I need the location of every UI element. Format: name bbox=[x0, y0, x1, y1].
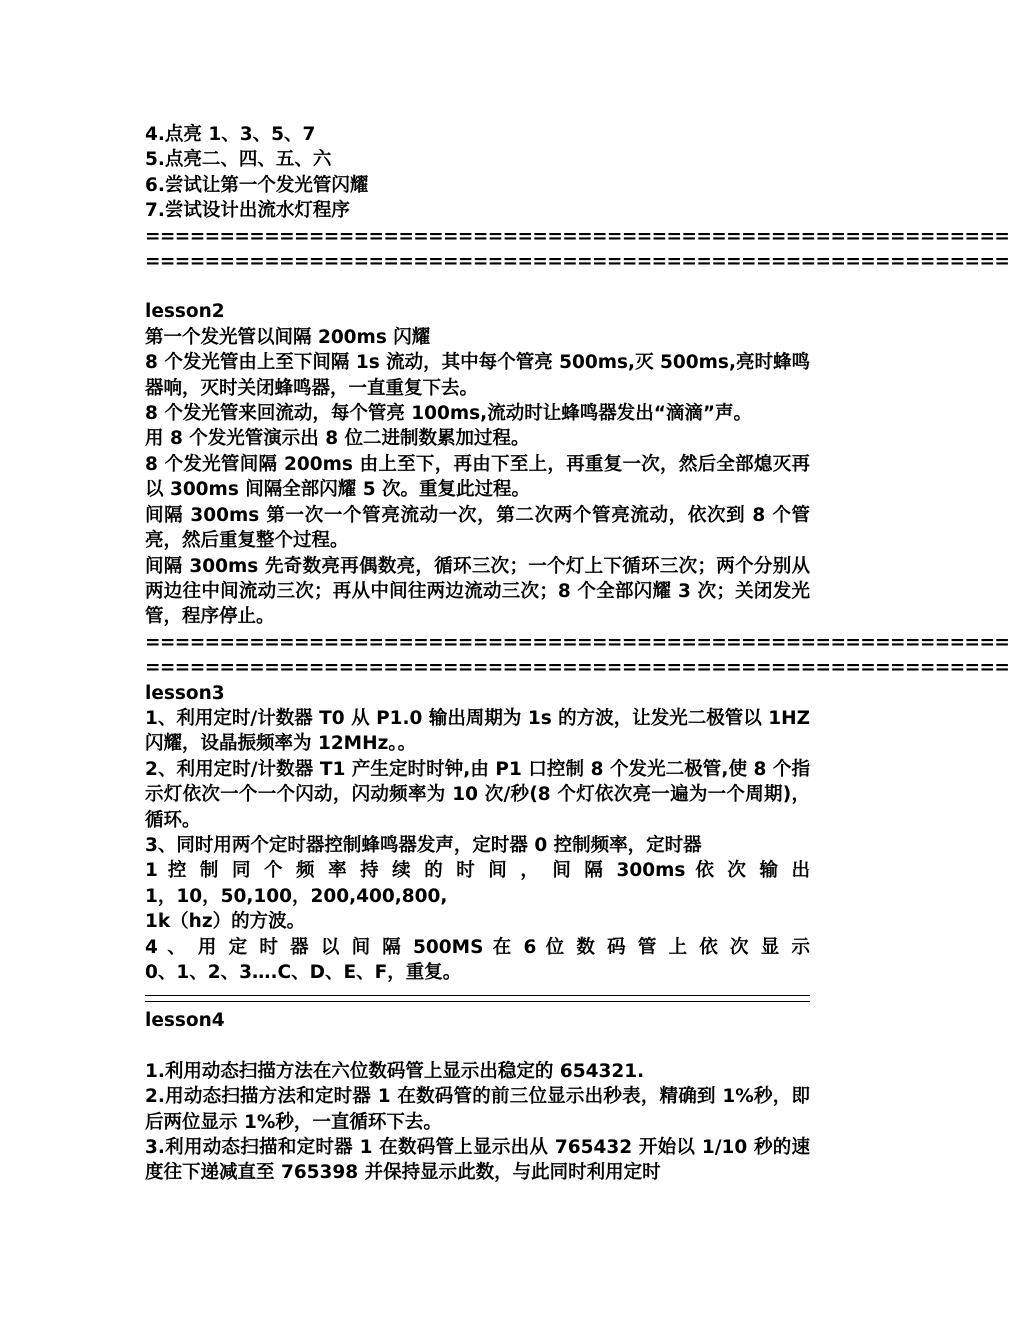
separator: ========================================================== bbox=[145, 657, 1009, 679]
double-rule-divider bbox=[145, 995, 810, 1002]
lesson2-item: 第一个发光管以间隔 200ms 闪耀 bbox=[145, 326, 431, 348]
lesson2-item: 8 个发光管来回流动，每个管亮 100ms,流动时让蜂鸣器发出“滴滴”声。 bbox=[145, 403, 753, 425]
lesson2-title: lesson2 bbox=[145, 301, 225, 323]
lesson3-item: 4 、 用 定 时 器 以 间 隔 500MS 在 6 位 数 码 管 上 依 次 显 示 bbox=[145, 936, 810, 958]
lesson3-item: 3、同时用两个定时器控制蜂鸣器发声，定时器 0 控制频率，定时器 bbox=[145, 834, 702, 856]
lesson3-item: 0、1、2、3….C、D、E、F，重复。 bbox=[145, 962, 462, 983]
intro-item: 5.点亮二、四、五、六 bbox=[145, 149, 332, 171]
lesson4-item: 2.用动态扫描方法和定时器 1 在数码管的前三位显示出秒表，精确到 1%秒，即后两位显示 1%秒，一直循环下去。 bbox=[145, 1086, 810, 1133]
lesson2-item: 用 8 个发光管演示出 8 位二进制数累加过程。 bbox=[145, 428, 530, 450]
blank-line bbox=[145, 1034, 810, 1059]
lesson4-item: 3.利用动态扫描和定时器 1 在数码管上显示出从 765432 开始以 1/10 秒的速度往下递减直至 765398 并保持显示此数，与此同时利用定时 bbox=[145, 1137, 810, 1184]
intro-item: 7.尝试设计出流水灯程序 bbox=[145, 200, 350, 222]
lesson2-item: 间隔 300ms 第一次一个管亮流动一次，第二次两个管亮流动，依次到 8 个管亮，然后重复整个过程。 bbox=[145, 504, 810, 552]
lesson4-item: 1.利用动态扫描方法在六位数码管上显示出稳定的 654321. bbox=[145, 1060, 645, 1082]
lesson3-item: 1、利用定时/计数器 T0 从 P1.0 输出周期为 1s 的方波，让发光二极管以 1HZ 闪耀，设晶振频率为 12MHz。。 bbox=[145, 707, 810, 755]
intro-item: 4.点亮 1、3、5、7 bbox=[145, 124, 316, 145]
lesson3-title: lesson3 bbox=[145, 682, 225, 704]
lesson2-item: 8 个发光管间隔 200ms 由上至下，再由下至上，再重复一次，然后全部熄灭再以 300ms 间隔全部闪耀 5 次。重复此过程。 bbox=[145, 453, 810, 501]
intro-item: 6.尝试让第一个发光管闪耀 bbox=[145, 174, 369, 196]
lesson2-item: 8 个发光管由上至下间隔 1s 流动，其中每个管亮 500ms,灭 500ms,亮时蜂鸣器响，灭时关闭蜂鸣器，一直重复下去。 bbox=[145, 352, 810, 399]
blank-line bbox=[145, 274, 810, 299]
lesson3-item: 1，10，50,100，200,400,800, bbox=[145, 885, 448, 907]
separator: ========================================================== bbox=[145, 225, 1009, 247]
lesson3-item: 1 控 制 同 个 频 率 持 续 的 时 间 ， 间 隔 300ms 依 次 输 出 bbox=[145, 860, 810, 882]
lesson4-title: lesson4 bbox=[145, 1010, 225, 1032]
document-body bbox=[145, 122, 1009, 1186]
lesson3-item: 2、利用定时/计数器 T1 产生定时时钟,由 P1 口控制 8 个发光二极管,使 8 个指示灯依次一个一个闪动，闪动频率为 10 次/秒(8 个灯依次亮一遍为一个周期)，循环。 bbox=[145, 758, 810, 831]
separator: ========================================================== bbox=[145, 631, 1009, 653]
lesson2-item: 间隔 300ms 先奇数亮再偶数亮，循环三次；一个灯上下循环三次；两个分别从两边往中间流动三次；再从中间往两边流动三次；8 个全部闪耀 3 次；关闭发光管，程序停止。 bbox=[145, 555, 810, 628]
separator: ========================================================== bbox=[145, 251, 1009, 273]
lesson3-item: 1k（hz）的方波。 bbox=[145, 911, 306, 933]
